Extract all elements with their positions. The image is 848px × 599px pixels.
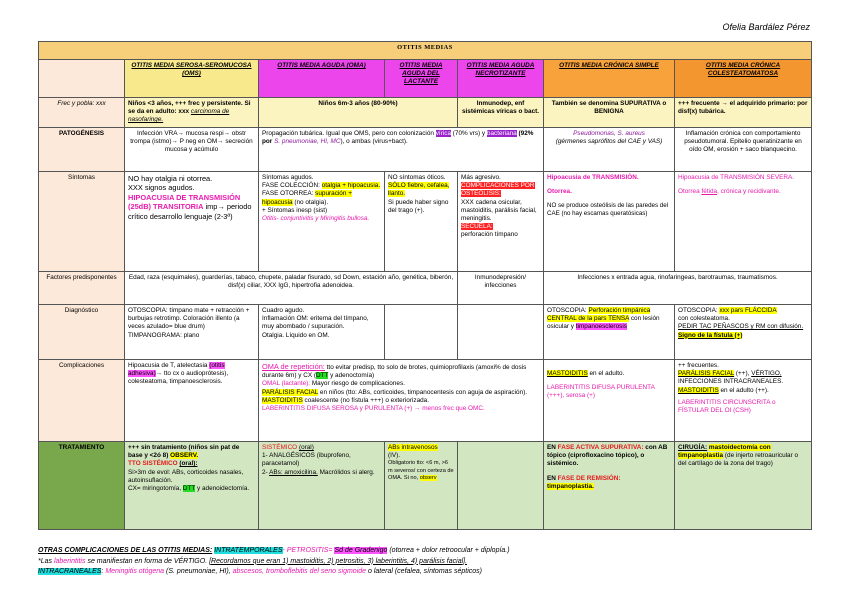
row-diagnostico: [39, 305, 812, 360]
pat-simple-germs: Pseudomonas, S. aureus: [573, 130, 645, 137]
trat-simple-1b: FASE ACTIVA SUPURATIVA:: [557, 444, 644, 451]
trat-serosa-4b: DTT: [182, 484, 196, 492]
sint-colest-1: Hipoacusia de TRANSMISIÓN SEVERA.: [678, 174, 795, 181]
comp-aguda-4a: MASTOIDITIS: [262, 396, 303, 404]
pat-simple-desc: (gérmenes saprófitos del CAE y VAS): [555, 138, 663, 146]
row-tratamiento: [39, 442, 812, 530]
tratamiento-necrotizante: [458, 442, 544, 530]
sint-lact-2: SÓLO fiebre, cefalea, llanto.: [388, 182, 450, 198]
comp-aguda-4b: coalescente (no fístula +++) o exteriorizada.: [304, 396, 430, 404]
row-label-patogenesis: PATOGÉNESIS: [39, 128, 125, 172]
trat-aguda-3a: 2-: [262, 468, 268, 476]
sint-colest-2b: fétida: [701, 188, 718, 196]
trat-colest-b: mastoidectomía con timpanoplastia: [678, 444, 771, 460]
footer-3b: :: [101, 568, 104, 575]
author-name: Ofelia Bardález Pérez: [722, 22, 810, 32]
footer-1b: INTRATEMPORALES: [214, 547, 283, 554]
comp-aguda-1a: OMA de repetición:: [262, 362, 325, 371]
diag-simple-c: con lesión osicular y: [547, 315, 660, 331]
row-label-complicaciones: Complicaciones: [39, 360, 125, 442]
trat-colest-a: CIRUGÍA:: [678, 444, 708, 451]
trat-serosa-4a: CX= miringotomía,: [128, 484, 182, 492]
trat-lact-3: Obligatorio tto: <6 m, >6 m severos/ con certeza de OMA. Si no,: [388, 460, 454, 481]
sintomas-lactante: [385, 172, 458, 272]
sint-aguda-1: Síntomas agudos.: [262, 174, 314, 181]
frec-necrotizante: Inmunodep, enf sistémicas víricas o bact.: [458, 98, 544, 128]
sintomas-serosa: [125, 172, 259, 272]
diag-colest-a: OTOSCOPIA:: [678, 307, 718, 314]
sint-aguda-3a: FASE OTORREA:: [262, 190, 314, 198]
comp-simple-2a: LABERINTITIS DIFUSA PURULENTA (+++),: [547, 384, 655, 400]
comp-colest-4a: MASTOIDITIS: [678, 386, 719, 394]
footer-3f: o lateral (cefalea, síntomas sépticos): [368, 568, 482, 575]
diagnostico-cronica-simple: [544, 305, 675, 360]
trat-lact-2: (IV).: [388, 452, 401, 460]
row-factores: [39, 272, 812, 305]
sint-colest-2c: , crónica y recidivante.: [717, 188, 781, 196]
sint-colest-2a: Otorrea: [678, 188, 700, 196]
patogenesis-serosa: Infección VRA→ mucosa respi→ obstr trompa (istmo)→ P neg en OM→ secreción mucosa y acúmulo: [125, 128, 259, 172]
header-serosa: OTITIS MEDIA SEROSA-SEROMUCOSA (OMS): [125, 60, 259, 98]
trat-simple-2b: FASE DE REMISIÓN:: [557, 474, 621, 482]
frec-serosa-text: Niños <3 años, +++ frec y persistente. Si se da en adulto: xxx: [128, 100, 251, 116]
diag-aguda-1: Cuadro agudo.: [262, 307, 305, 314]
pat-aguda-text1: Propagación tubárica. Igual que OMS, pero con colonización: [262, 130, 434, 137]
row-label-frec: Frec y pobla: xxx: [39, 98, 125, 128]
diagnostico-lactante: [385, 305, 458, 360]
row-sintomas: [39, 172, 812, 272]
row-patogenesis: [39, 128, 812, 172]
diagnostico-colesteatomatosa: [675, 305, 812, 360]
header-cronica-simple: OTITIS MEDIA CRÓNICA SIMPLE: [544, 60, 675, 98]
comp-aguda-2a: OMAL (lactante):: [262, 380, 311, 388]
footer-1c: - PETROSITIS=: [282, 547, 333, 554]
footer-2d: [Recordamos que eran 1) mastoiditis, 2) petrositis, 3) laberintitis, 4) parálisis facial].: [209, 557, 468, 565]
comp-serosa-c: → tto cx o audioprótesis), colesteatoma, timpanoesclerosis.: [128, 370, 229, 386]
trat-serosa-4c: y adenoidectomía.: [196, 484, 250, 492]
comp-colest-5: LABERINTITIS CIRCUNSCRITA o FÍSTULAR DEL OI (CSH): [678, 398, 776, 414]
footer-line-1: [38, 546, 818, 557]
trat-simple-1a: EN: [547, 444, 556, 451]
diagnostico-aguda: [259, 305, 385, 360]
footer-2b: laberintitis: [53, 557, 86, 565]
trat-lact-4: observ: [419, 474, 437, 481]
comp-aguda-1c: DTT: [315, 372, 329, 380]
comp-aguda-2b: Mayor riesgo de complicaciones.: [311, 380, 405, 388]
frec-serosa-carcinoma: carcinoma de nasofaringe.: [128, 108, 230, 124]
trat-aguda-2: 1- ANALGÉSICOS (ibuprofeno, paracetamol): [262, 452, 351, 468]
diag-colest-d: PEDIR TAC PEÑASCOS y RM con difusión.: [678, 323, 804, 331]
frec-serosa: [125, 98, 259, 128]
footer-3d: (S. pneumoniae, HI),: [166, 568, 231, 575]
header-aguda: OTITIS MEDIA AGUDA (OMA): [259, 60, 385, 98]
factores-cronica: Infecciones x entrada agua, rinofaringeas, barotraumas, traumatismos.: [544, 272, 812, 305]
sint-necro-1: Más agresivo.: [461, 174, 501, 181]
table-title: OTITIS MEDIAS: [39, 42, 812, 60]
trat-simple-2c: timpanoplastia.: [547, 482, 594, 490]
diag-colest-b: xxx pars FLÁCCIDA: [719, 307, 777, 314]
header-corner: [39, 60, 125, 98]
comp-aguda-1d: y adenoctomía): [330, 372, 375, 380]
diag-colest-c: con colesteatoma.: [678, 315, 730, 323]
row-label-tratamiento: TRATAMIENTO: [39, 442, 125, 530]
comp-simple-1a: MASTOIDITIS: [547, 370, 588, 377]
trat-serosa-3: Si>3m de evol: ABs, corticoides nasales, autoinsuflación.: [128, 468, 244, 484]
trat-serosa-2b: (oral):: [179, 460, 198, 468]
comp-simple-2b: serosa (+): [566, 392, 595, 400]
trat-aguda-3b: ABs: amoxicilina.: [269, 468, 318, 476]
comp-aguda-1b: tto evitar predisp, tto solo de brotes, quimioprofilaxis (amoxi% de dosis durante 6m) y CX (: [262, 364, 527, 380]
footer-3e: abscesos, tromboflebitis del seno sigmoide: [232, 568, 367, 575]
footer-line-2: [38, 557, 818, 568]
sint-lact-3: Si puede haber signo del trago (+).: [388, 198, 449, 214]
otitis-table: [38, 41, 812, 530]
comp-aguda-3b: en niños (tto: ABs, corticoides, timpanocentesis con aguja de aspiración).: [319, 388, 528, 396]
row-complicaciones: [39, 360, 812, 442]
trat-aguda-1a: SISTÉMICO: [262, 444, 298, 451]
footer-3a: INTRACRANEALES: [38, 568, 102, 575]
footer-2a: *Las: [38, 557, 53, 565]
comp-colest-4b: en el adulto (++).: [720, 386, 769, 394]
sint-aguda-4: + Síntomas inesp (sist): [262, 206, 328, 214]
frec-aguda: Niños 6m-3 años (80-90%): [259, 98, 458, 128]
diag-aguda-2: Inflamación OM: eritema del tímpano, muy abombado / supuración.: [262, 315, 369, 331]
complicaciones-colesteatomatosa: [675, 360, 812, 442]
sint-lact-1: NO síntomas óticos.: [388, 174, 446, 181]
pat-aguda-germs: S. pneumoniae, HI, MC: [274, 138, 341, 146]
sint-simple-3: NO se produce osteólisis de las paredes del CAE (no hay escamas queratósicas): [547, 202, 669, 218]
footer-1e: (otorrea + dolor retroocular + diplopía.): [389, 547, 510, 554]
comp-colest-3: INFECCIONES INTRACRANEALES.: [678, 378, 784, 386]
sint-aguda-2a: FASE COLECCIÓN:: [262, 182, 320, 190]
sint-aguda-2b: otalgia + hipoacusia.: [321, 182, 381, 190]
complicaciones-aguda: [259, 360, 544, 442]
sint-simple-2: Otorrea.: [547, 188, 572, 196]
trat-colest-c: (de injerto retroauricular o del cartílago de la zona del trago): [678, 452, 799, 468]
trat-serosa-1b: OBSERV.: [170, 452, 199, 460]
comp-aguda-5: LABERINTITIS DIFUSA SEROSA y PURULENTA (+) → menos frec que OMC.: [262, 404, 485, 412]
sint-necro-5: perforación tímpano: [461, 231, 518, 239]
row-label-factores: Factores predisponentes: [39, 272, 125, 305]
complicaciones-cronica-simple: [544, 360, 675, 442]
trat-simple-2a: EN: [547, 474, 556, 482]
pat-aguda-viral: vírica: [435, 130, 452, 137]
sint-necro-4: SECUELA:: [461, 223, 493, 231]
tratamiento-cronica-simple: [544, 442, 675, 530]
header-necrotizante: OTITIS MEDIA AGUDA NECROTIZANTE: [458, 60, 544, 98]
footer-notes: [38, 546, 818, 578]
header-colesteatomatosa: OTITIS MEDIA CRÓNICA COLESTEATOMATOSA: [675, 60, 812, 98]
tratamiento-aguda: [259, 442, 385, 530]
sintomas-colesteatomatosa: [675, 172, 812, 272]
row-label-sintomas: Síntomas: [39, 172, 125, 272]
factores-necrotizante: Inmunodepresión/ infecciones: [458, 272, 544, 305]
pat-aguda-text3: (92% por: [262, 130, 534, 146]
frec-colesteatomatosa: +++ frecuente → el adquirido primario: por disf(x) tubárica.: [675, 98, 812, 128]
tratamiento-lactante: [385, 442, 458, 530]
pat-aguda-bact: bacteriana: [486, 130, 517, 137]
sint-necro-3: XXX cadena osicular, mastoiditis, parálisis facial, meningitis.: [461, 198, 537, 222]
diagnostico-necrotizante: [458, 305, 544, 360]
trat-simple-1c: con AB tópico (ciprofloxacino tópico), o sistémico.: [547, 444, 668, 468]
sint-simple-1: Hipoacusia de TRANSMISIÓN.: [547, 174, 639, 181]
footer-line-3: [38, 567, 818, 578]
sintomas-necrotizante: [458, 172, 544, 272]
comp-colest-2b: (++),: [735, 370, 750, 378]
sint-serosa-hipoacusia: HIPOACUSIA DE TRANSMISIÓN (25dB) TRANSITORIA: [128, 192, 241, 212]
header-row: [39, 60, 812, 98]
footer-1d: Sd de Gradenigo: [334, 547, 388, 554]
comp-colest-2a: PARÁLISIS FACIAL: [678, 370, 735, 378]
footer-3c: Meningitis otógena: [105, 568, 165, 575]
sint-aguda-3c: (no otalgia).: [294, 198, 329, 206]
trat-aguda-1b: (oral): [298, 444, 314, 451]
trat-serosa-2a: TTO SISTÉMICO: [128, 460, 178, 468]
pat-aguda-text4: ), o ambas (virus+bact).: [340, 138, 408, 146]
header-lactante: OTITIS MEDIA AGUDA DEL LACTANTE: [385, 60, 458, 98]
sint-aguda-3b: supuración + hipoacusia: [262, 190, 352, 206]
diag-colest-e: Signo de la fístula (+): [678, 331, 743, 339]
tratamiento-colesteatomatosa: [675, 442, 812, 530]
sintomas-aguda: [259, 172, 385, 272]
comp-colest-1: ++ frecuentes.: [678, 362, 719, 369]
sint-necro-2: COMPLICACIONES POR OSTEÓLISIS:: [461, 182, 535, 198]
footer-1a: OTRAS COMPLICACIONES DE LAS OTITIS MEDIAS:: [38, 547, 213, 554]
diag-simple-a: OTOSCOPIA:: [547, 307, 587, 314]
trat-lact-1: ABs intravenosos: [388, 444, 438, 451]
comp-serosa-a: Hipoacusia de T, atelectasia: [128, 362, 208, 369]
comp-serosa-b: (otitis adhesiva): [128, 362, 225, 378]
comp-simple-1b: en el adulto.: [589, 370, 625, 377]
sint-aguda-5: Otitis- conjuntivitis y Miringitis bullosa.: [262, 214, 370, 222]
row-label-diagnostico: Diagnóstico: [39, 305, 125, 360]
trat-aguda-3c: Macrólidos si alerg.: [319, 468, 375, 476]
patogenesis-aguda: [259, 128, 544, 172]
complicaciones-serosa: [125, 360, 259, 442]
diagnostico-serosa: OTOSCOPIA: tímpano mate + retracción + burbujas retrotimp. Coloración illento (a veces azulado= blue drum) TIMPANOGRAMA: plano: [125, 305, 259, 360]
sintomas-cronica-simple: [544, 172, 675, 272]
tratamiento-serosa: [125, 442, 259, 530]
diag-simple-b: Perforación timpánica CENTRAL de la pars TENSA: [547, 307, 651, 323]
sint-serosa-1: NO hay otalgia ni otorrea.: [128, 174, 213, 183]
comp-aguda-3a: PARÁLISIS FACIAL: [262, 388, 319, 396]
sint-serosa-4: imp→ periodo crítico desarrollo lenguaje (2-3ª): [128, 202, 252, 221]
sint-serosa-2: XXX signos agudos.: [128, 183, 195, 193]
row-frec: [39, 98, 812, 128]
patogenesis-cronica-simple: [544, 128, 675, 172]
footer-2c: se manifiestan en forma de VÉRTIGO.: [87, 557, 208, 565]
comp-colest-2c: VÉRTIGO,: [751, 370, 782, 378]
diag-simple-d: timpanoesclerosis: [575, 323, 627, 331]
trat-serosa-1: +++ sin tratamiento (niños sin pat de base y <2ó 8): [128, 444, 240, 460]
factores-comun: Edad, raza (esquimales), guarderías, tabaco, chupete, paladar fisurado, sd Down, estación año, genética, biberón, disf(x) ciliar, XXX IgG, hipertrofia adenoidea.: [125, 272, 458, 305]
title-row: [39, 42, 812, 60]
frec-cronica-simple: También se denomina SUPURATIVA o BENIGNA: [544, 98, 675, 128]
patogenesis-colesteatomatosa: Inflamación crónica con comportamiento pseudotumoral. Epitelio queratinizante en oído OM, erosión + saco blanquecino.: [675, 128, 812, 172]
diag-aguda-3: Otalgia. Líquido en OM.: [262, 331, 330, 339]
pat-aguda-text2: (70% vrs) y: [452, 130, 486, 137]
